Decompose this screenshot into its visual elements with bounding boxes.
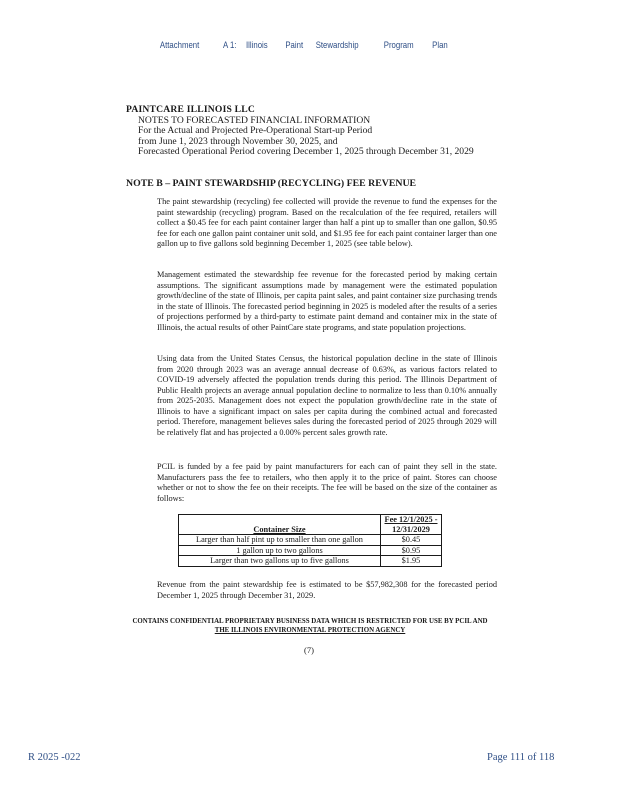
page-number: (7) bbox=[304, 645, 314, 655]
fee-cell: $0.95 bbox=[381, 545, 442, 556]
confidentiality-line-2: THE ILLINOIS ENVIRONMENTAL PROTECTION AGENCY bbox=[214, 627, 406, 634]
header-line-3: from June 1, 2023 through November 30, 2025, and bbox=[138, 135, 338, 147]
container-size-cell: Larger than two gallons up to five gallons bbox=[179, 556, 381, 567]
document-header bbox=[126, 105, 474, 158]
paragraph-revenue-estimate: Revenue from the paint stewardship fee is estimated to be $57,982,308 for the forecasted period December 1, 2025 through December 31, 2029. bbox=[157, 580, 497, 600]
company-name: PAINTCARE ILLINOIS LLC bbox=[126, 104, 255, 115]
header-line-2: For the Actual and Projected Pre-Operational Start-up Period bbox=[138, 125, 373, 137]
paragraph-population: Using data from the United States Census, the historical population decline in the state of Illinois from 2020 through 2023 was an average annual decrease of 0.63%, as various factors related to COVID-19 adversely affected the population trends during this period. The Illinois Department of Public Health projects an average annual population decline to normalize to less than 0.10% annually from 2025-2035. Management does not expect the population growth/decline rate in the state of Illinois to have a significant impact on sales per capita during the combined actual and forecasted period. Therefore, management believes sales during the forecasted period of 2025 through 2029 will be relatively flat and has projected a 0.00% percent sales growth rate. bbox=[157, 354, 497, 437]
attachment-header-bar bbox=[0, 40, 507, 54]
header-word-illinois: Illinois bbox=[246, 40, 268, 51]
fee-period-line-2: 12/31/2029 bbox=[392, 524, 430, 534]
fee-cell: $1.95 bbox=[381, 556, 442, 567]
container-size-cell: 1 gallon up to two gallons bbox=[179, 545, 381, 556]
header-line-1: NOTES TO FORECASTED FINANCIAL INFORMATION bbox=[138, 114, 371, 126]
table-row bbox=[179, 556, 442, 567]
container-size-cell: Larger than half pint up to smaller than one gallon bbox=[179, 535, 381, 546]
paragraph-assumptions: Management estimated the stewardship fee revenue for the forecasted period by making certain assumptions. The significant assumptions made by management were the estimated population growth/decline of the state of Illinois, per capita paint sales, and paint container size purchasing trends in the state of Illinois. The forecasted period beginning in 2025 is modeled after the results of a series of projections performed by a third-party to estimate paint demand and container mix in the state of Illinois, the actual results of other PaintCare state programs, and state population projections. bbox=[157, 270, 497, 332]
confidentiality-line-1: CONTAINS CONFIDENTIAL PROPRIETARY BUSINESS DATA WHICH IS RESTRICTED FOR USE BY PCIL AND bbox=[132, 618, 488, 625]
header-word-paint: Paint bbox=[285, 40, 304, 51]
footer-document-id: R 2025 -022 bbox=[28, 752, 81, 763]
fee-table-header-row bbox=[179, 515, 442, 535]
container-size-header: Container Size bbox=[253, 524, 306, 534]
paragraph-fee-overview: The paint stewardship (recycling) fee collected will provide the revenue to fund the expenses for the paint stewardship (recycling) program. Based on the recalculation of the fee required, retailers will collect a $0.45 fee for each paint container larger than half a pint up to smaller than one gallon, $0.95 fee for each one gallon paint container unit sold, and $1.95 fee for each paint container larger than one gallon up to five gallons sold beginning December 1, 2025 (see table below). bbox=[157, 197, 497, 248]
section-label: A 1: bbox=[223, 40, 237, 51]
header-word-stewardship: Stewardship bbox=[315, 40, 359, 51]
note-title: NOTE B – PAINT STEWARDSHIP (RECYCLING) FEE REVENUE bbox=[126, 178, 417, 189]
header-word-plan: Plan bbox=[432, 40, 448, 51]
fee-period-line-1: Fee 12/1/2025 - bbox=[384, 515, 438, 524]
header-word-program: Program bbox=[383, 40, 414, 51]
fee-cell: $0.45 bbox=[381, 535, 442, 546]
attachment-label: Attachment bbox=[159, 40, 200, 51]
fee-period-header bbox=[381, 515, 442, 535]
table-row bbox=[179, 545, 442, 556]
table-row bbox=[179, 535, 442, 546]
header-line-4: Forecasted Operational Period covering December 1, 2025 through December 31, 2029 bbox=[138, 146, 474, 158]
confidentiality-notice bbox=[120, 617, 500, 635]
paragraph-funding: PCIL is funded by a fee paid by paint manufacturers for each can of paint they sell in the state. Manufacturers pass the fee to retailers, who then apply it to the price of paint. Stores can choose whether or not to show the fee on their receipts. The fee will be based on the size of the container as follows: bbox=[157, 462, 497, 503]
footer-page-count: Page 111 of 118 bbox=[487, 752, 555, 763]
fee-table bbox=[178, 514, 442, 567]
